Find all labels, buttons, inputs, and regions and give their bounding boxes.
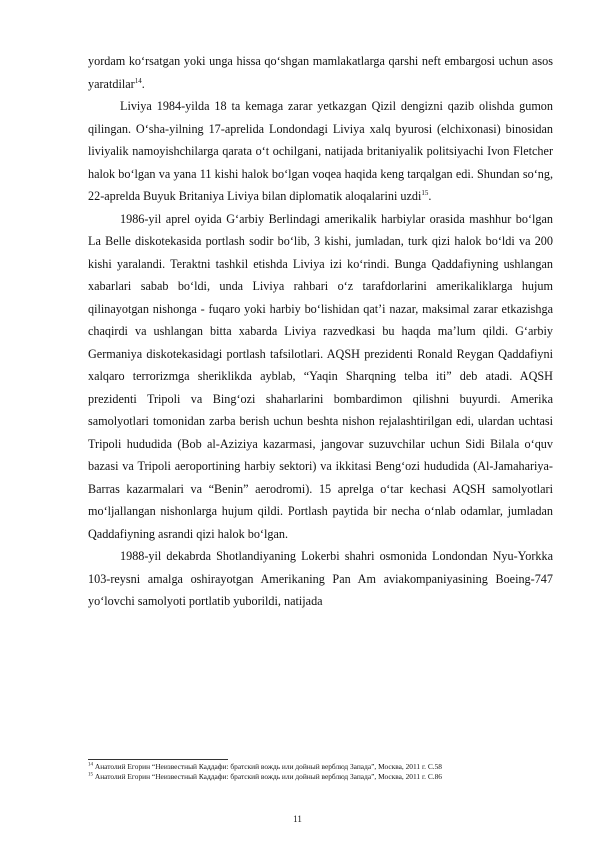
paragraph-2 bbox=[88, 95, 553, 208]
footnote-ref[interactable]: 14 bbox=[134, 76, 142, 85]
paragraph-3 bbox=[88, 208, 553, 546]
paragraph-text: 1988-yil dekabrda Shotlandiyaning Lokerbi shahri osmonida Londondan Nyu-Yorkka 103-reysni amalga oshirayotgan Amerikaning Pan Am aviakompaniyasining Boeing-747 yo‘lovchi samolyoti portlatib yuborildi, natijada bbox=[88, 549, 553, 608]
paragraph-tail: . bbox=[428, 189, 432, 203]
page-number: 11 bbox=[293, 814, 302, 824]
footnote-ref[interactable]: 15 bbox=[421, 188, 429, 197]
footnote-number: 15 bbox=[88, 772, 93, 778]
body-text bbox=[88, 50, 553, 613]
footnote-15 bbox=[88, 772, 553, 782]
footnote-text: Анатолий Егорин “Неизвестный Каддафи: братский вождь или дойный верблюд Запада”, Москва, 2011 г. С.86 bbox=[94, 772, 443, 781]
footnote-number: 14 bbox=[88, 762, 93, 768]
paragraph-tail: . bbox=[141, 76, 145, 91]
footnote-separator bbox=[88, 759, 228, 760]
footnote-text: Анатолий Егорин “Неизвестный Каддафи: братский вождь или дойный верблюд Запада”, Москва, 2011 г. С.58 bbox=[94, 762, 443, 771]
paragraph-1 bbox=[88, 50, 553, 95]
paragraph-text: Liviya 1984-yilda 18 ta kemaga zarar yetkazgan Qizil dengizni qazib olishda gumon qilingan. O‘sha-yilning 17-aprelida Londondagi Liviya xalq byurosi (elchixonasi) binosidan liviyalik namoyishchilarga qarata o‘t ochilgani, natijada britaniyalik politsiyachi Ivon Fletcher halok bo‘lgan va yana 11 kishi halok bo‘lgan voqea haqida keng tarqalgan edi. Shundan so‘ng, 22-aprelda Buyuk Britaniya Liviya bilan diplomatik aloqalarini uzdi bbox=[88, 99, 553, 203]
footnotes bbox=[88, 762, 553, 782]
paragraph-text: yordam ko‘rsatgan yoki unga hissa qo‘shgan mamlakatlarga qarshi neft embargosi uchun asos yaratdilar bbox=[88, 54, 553, 91]
footnote-14 bbox=[88, 762, 553, 772]
paragraph-text: 1986-yil aprel oyida G‘arbiy Berlindagi amerikalik harbiylar orasida mashhur bo‘lgan La Belle diskotekasida portlash sodir bo‘lib, 3 kishi, jumladan, turk qizi halok bo‘ldi va 200 kishi yaralandi. Teraktni tashkil etishda Liviya izi ko‘rindi. Bunga Qaddafiyning ushlangan xabarlari sabab bo‘ldi, unda Liviya rahbari o‘z tarafdorlarini amerikaliklarga hujum qilinayotgan nishonga - fuqaro yoki harbiy bo‘lishidan qat’i nazar, maksimal zarar etkazishga chaqirdi va ushlangan bitta xabarda Liviya razvedkasi bu haqda ma’lum qildi. G‘arbiy Germaniya diskotekasidagi portlash tafsilotlari. AQSH prezidenti Ronald Reygan Qaddafiyni xalqaro terrorizmga sheriklikda ayblab, “Yaqin Sharqning telba iti” deb atadi. AQSH prezidenti Tripoli va Bing‘ozi shaharlarini bombardimon qilishni buyurdi. Amerika samolyotlari tomonidan zarba berish uchun beshta nishon rejalashtirilgan edi, ulardan uchtasi Tripoli hududida (Bob al-Aziziya kazarmasi, jangovar suzuvchilar uchun Sidi Bilala o‘quv bazasi va Tripoli aeroportining harbiy sektori) va ikkitasi Beng‘ozi hududida (Al-Jamahariya-Barras kazarmalari va “Benin” aerodromi). 15 aprelga o‘tar kechasi AQSH samolyotlari mo‘ljallangan nishonlarga hujum qildi. Portlash paytida bir necha o‘nlab odamlar, jumladan Qaddafiyning asrandi qizi halok bo‘lgan. bbox=[88, 211, 553, 541]
paragraph-4 bbox=[88, 545, 553, 613]
